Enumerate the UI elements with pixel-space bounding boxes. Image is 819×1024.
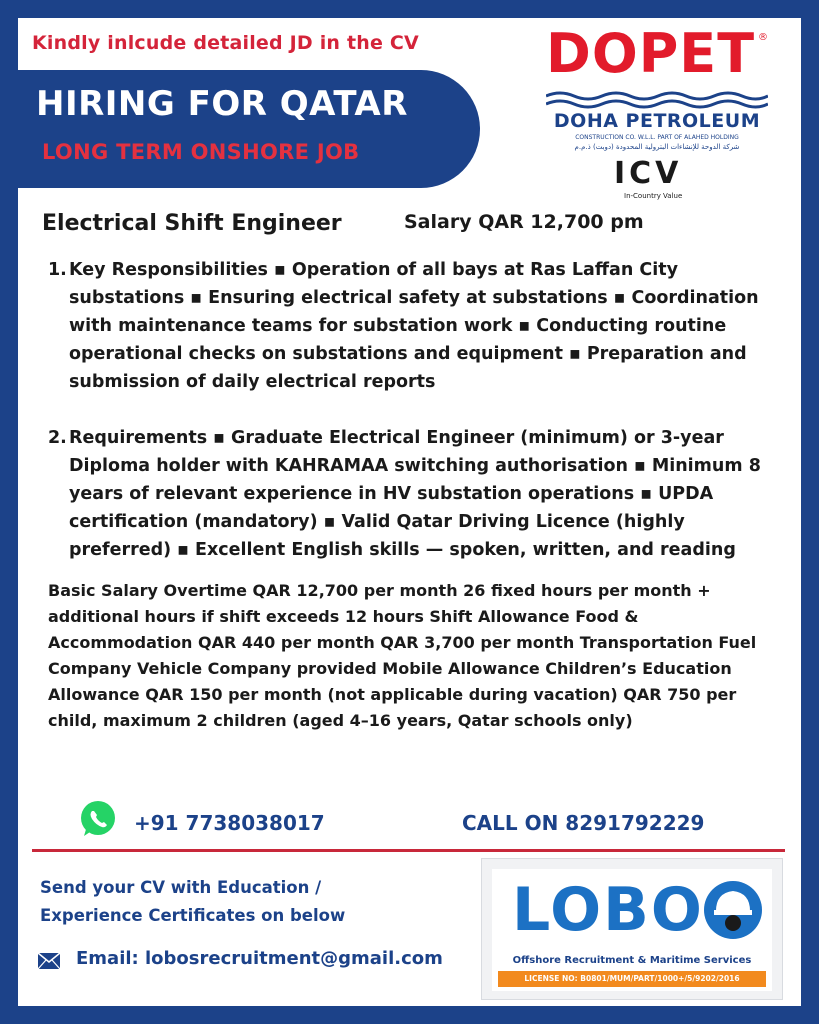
poster bbox=[18, 18, 801, 1006]
icv-mark: ICV bbox=[614, 156, 683, 191]
job-title: Electrical Shift Engineer bbox=[42, 211, 342, 236]
lobo-license: LICENSE NO: B0801/MUM/PART/1000+/5/9202/2016 bbox=[498, 971, 766, 987]
list-item: Operation of all bays at Ras Laffan City substations bbox=[69, 260, 679, 308]
icv-caption: In-Country Value bbox=[624, 192, 683, 200]
requirements-section: 2. Requirements ▪ Graduate Electrical Engineer (minimum) or 3-year Diploma holder with KAHRAMAA switching authorisation ▪ Minimum 8 years of relevant experience in HV substation operations ▪ UPDA certification (mandatory) ▪ Valid Qatar Driving Licence (highly preferred) ▪ Excellent English skills — spoken, written, and reading bbox=[48, 424, 778, 564]
list-item: Conducting routine operational checks on substations and equipment bbox=[69, 316, 727, 364]
dopet-company-name: DOHA PETROLEUM bbox=[553, 110, 761, 132]
banner-subtitle: LONG TERM ONSHORE JOB bbox=[42, 140, 360, 164]
dopet-company-arabic: شركة الدوحة للإنشاءات البترولية المحدودة (دوبت) ذ.م.م bbox=[574, 143, 740, 151]
list-item: Valid Qatar Driving Licence (highly preferred) bbox=[69, 512, 685, 560]
section-number: 1. bbox=[48, 260, 67, 280]
dopet-company-subline: CONSTRUCTION CO. W.L.L. PART OF ALAHED HOLDING bbox=[575, 134, 739, 141]
list-item: Ensuring electrical safety at substations bbox=[208, 288, 608, 308]
whatsapp-icon[interactable] bbox=[78, 799, 118, 839]
lobo-wordmark: LOBO bbox=[512, 875, 704, 945]
dopet-logo bbox=[540, 24, 772, 202]
envelope-icon bbox=[38, 953, 60, 969]
list-item: Preparation and submission of daily electrical reports bbox=[69, 344, 747, 392]
banner-title: HIRING FOR QATAR bbox=[36, 84, 408, 124]
list-item: Graduate Electrical Engineer (minimum) or 3-year Diploma holder with KAHRAMAA switching authorisation bbox=[69, 428, 724, 476]
helmet-icon bbox=[702, 879, 764, 941]
responsibilities-section: 1. Key Responsibilities ▪ Operation of all bays at Ras Laffan City substations ▪ Ensuring electrical safety at substations ▪ Coordination with maintenance teams for substation work ▪ Conducting routine operational checks on substations and equipment ▪ Preparation and submission of daily electrical reports bbox=[48, 256, 778, 396]
section-heading: Requirements bbox=[69, 428, 208, 448]
call-number[interactable]: CALL ON 8291792229 bbox=[462, 811, 705, 835]
hiring-banner bbox=[18, 70, 480, 188]
send-cv-line: Experience Certificates on below bbox=[40, 906, 346, 925]
section-heading: Key Responsibilities bbox=[69, 260, 268, 280]
send-cv-line: Send your CV with Education / bbox=[40, 878, 322, 897]
list-item: UPDA certification (mandatory) bbox=[69, 484, 714, 532]
cv-note: Kindly inlcude detailed JD in the CV bbox=[32, 32, 419, 54]
section-number: 2. bbox=[48, 428, 67, 448]
dopet-wordmark: DOPET bbox=[546, 22, 756, 85]
lobo-logo bbox=[481, 858, 783, 1000]
email-address[interactable]: Email: lobosrecruitment@gmail.com bbox=[76, 948, 443, 969]
send-cv-text bbox=[40, 874, 345, 930]
list-item: Minimum 8 years of relevant experience in HV substation operations bbox=[69, 456, 761, 504]
lobo-subtitle: Offshore Recruitment & Maritime Services bbox=[512, 955, 752, 966]
lobo-logo-card bbox=[492, 869, 772, 991]
list-item: Coordination with maintenance teams for substation work bbox=[69, 288, 759, 336]
wave-icon bbox=[546, 90, 768, 110]
list-item: Excellent English skills — spoken, written, and reading bbox=[195, 540, 736, 560]
registered-mark: ® bbox=[758, 32, 768, 43]
whatsapp-number[interactable]: +91 7738038017 bbox=[134, 811, 325, 835]
job-salary: Salary QAR 12,700 pm bbox=[404, 211, 644, 233]
salary-details: Basic Salary Overtime QAR 12,700 per month 26 fixed hours per month + additional hours if shift exceeds 12 hours Shift Allowance Food & Accommodation QAR 440 per month QAR 3,700 per month Transportation Fuel Company Vehicle Company provided Mobile Allowance Children’s Education Allowance QAR 150 per month (not applicable during vacation) QAR 750 per child, maximum 2 children (aged 4–16 years, Qatar schools only) bbox=[48, 581, 757, 730]
divider bbox=[32, 849, 785, 852]
